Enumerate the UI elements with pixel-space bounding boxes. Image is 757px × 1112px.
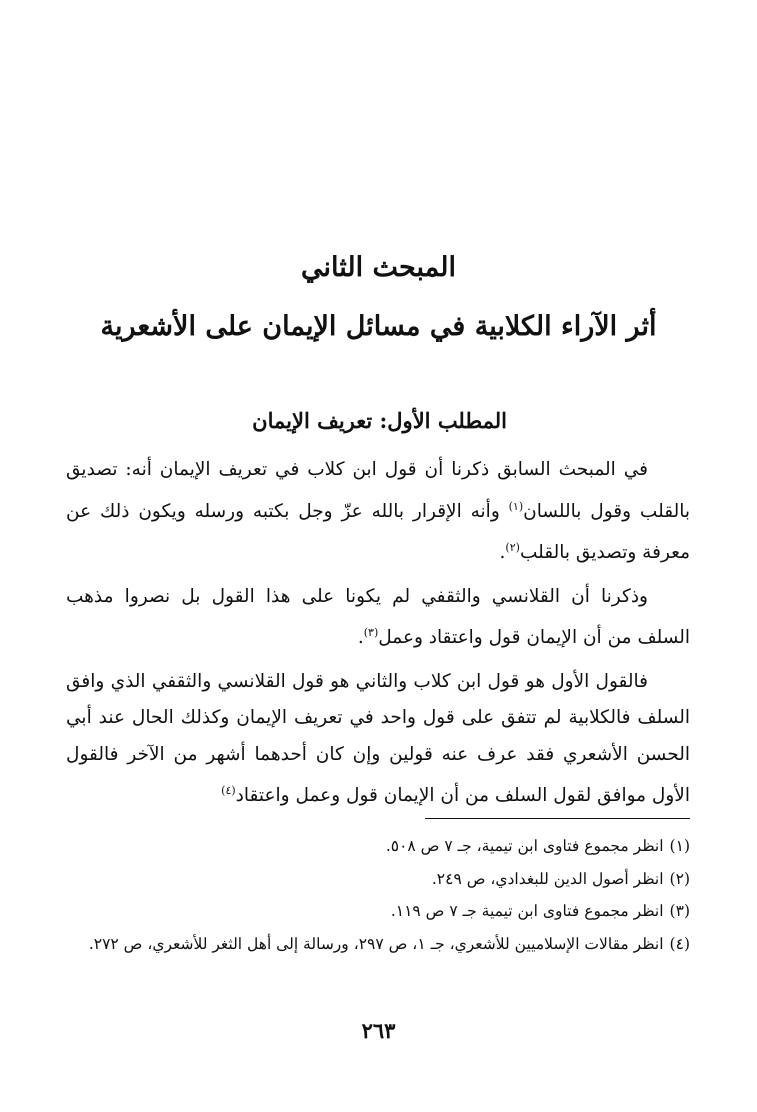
paragraph-1-text-a: في المبحث السابق ذكرنا أن قول ابن كلاب في تعريف الإيمان أنه: تصديق بالقلب وقول باللسان (66, 459, 690, 522)
footnote-1 (66, 830, 690, 863)
footnote-text: انظر أصول الدين للبغدادي، ص ٢٤٩. (431, 869, 664, 888)
paragraph-2-text-b: . (357, 627, 364, 649)
paragraph-3 (66, 664, 690, 815)
footnote-ref-2: (٢) (505, 541, 520, 555)
main-text (66, 452, 690, 815)
page-number: ٢٦٣ (361, 1018, 396, 1043)
paragraph-2 (66, 579, 690, 657)
footnote-2 (66, 863, 690, 896)
footnote-divider (425, 818, 690, 819)
footnote-text: انظر مجموع فتاوى ابن تيمية، جـ ٧ ص ٥٠٨. (385, 837, 664, 855)
footnote-number: (٤) (669, 934, 690, 953)
footnote-text: انظر مجموع فتاوى ابن تيمية جـ ٧ ص ١١٩. (390, 902, 664, 920)
footnote-number: (٣) (669, 902, 690, 920)
footnote-ref-4: (٤) (221, 784, 236, 798)
footnotes (66, 830, 690, 960)
paragraph-3-text-a: فالقول الأول هو قول ابن كلاب والثاني هو قول القلانسي والثقفي الذي وافق السلف فالكلابية لم تتفق على قول واحد في تعريف الإيمان وكذلك الحال عند أبي الحسن الأشعري فقد عرف عنه قولين وإن كان أحدهما أشهر من الآخر فالقول الأول موافق لقول السلف من أن الإيمان قول وعمل واعتقاد (66, 670, 690, 807)
footnote-number: (٢) (669, 869, 690, 888)
paragraph-2-text-a: وذكرنا أن القلانسي والثقفي لم يكونا على هذا القول بل نصروا مذهب السلف من أن الإيمان قول واعتقاد وعمل (66, 585, 690, 649)
paragraph-1-text-c: . (499, 542, 506, 564)
footnote-number: (١) (669, 837, 690, 855)
chapter-title: أثر الآراء الكلابية في مسائل الإيمان على الأشعرية (100, 311, 657, 342)
section-heading: المطلب الأول: تعريف الإيمان (252, 408, 507, 433)
footnote-text: انظر مقالات الإسلاميين للأشعري، جـ ١، ص ٢٩٧، ورسالة إلى أهل الثغر للأشعري، ص ٢٧٢. (88, 934, 664, 953)
footnote-ref-3: (٣) (363, 626, 379, 640)
footnote-ref-1: (١) (508, 499, 524, 513)
footnote-3 (66, 895, 690, 928)
paragraph-1 (66, 452, 690, 572)
footnote-4 (66, 928, 690, 961)
paragraph-1-text-b: وأنه الإقرار بالله عزّ وجل بكتبه ورسله ويكون ذلك عن معرفة وتصديق بالقلب (66, 500, 690, 564)
chapter-heading: المبحث الثاني (301, 252, 456, 283)
